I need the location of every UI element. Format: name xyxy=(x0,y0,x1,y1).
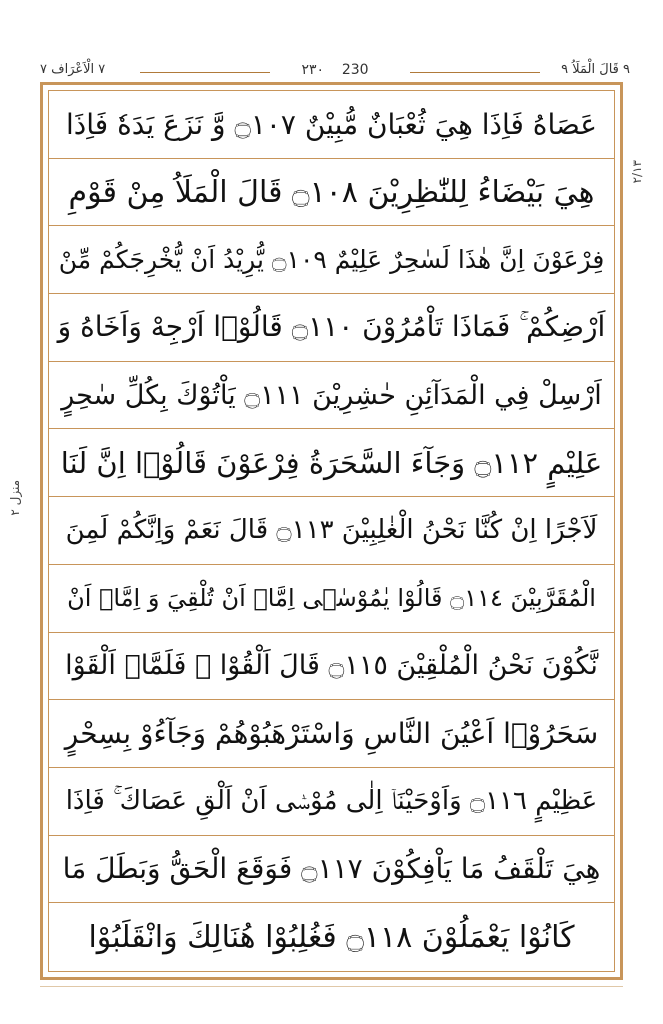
verse-line-text: عَصَاهُ فَاِذَا هِيَ ثُعْبَانٌ مُّبِيْنٌ ۝١٠٧ وَّ نَزَعَ يَدَهٗ فَاِذَا xyxy=(66,107,597,141)
verse-line xyxy=(49,633,614,701)
verse-line-text: الْمُقَرَّبِيْنَ ۝١١٤ قَالُوْا يٰمُوْسٰۤى اِمَّاۤ اَنْ تُلْقِيَ وَ اِمَّاۤ اَنْ xyxy=(67,584,596,613)
verse-line-text: فِرْعَوْنَ اِنَّ هٰذَا لَسٰحِرٌ عَلِيْمٌ ۝١٠٩ يُّرِيْدُ اَنْ يُّخْرِجَكُمْ مِّنْ xyxy=(58,245,605,275)
verse-line xyxy=(49,226,614,294)
text-frame xyxy=(48,90,615,972)
footer-rule xyxy=(40,986,623,987)
page-number-latin: 230 xyxy=(341,62,369,78)
verse-line-text: نَّكُوْنَ نَحْنُ الْمُلْقِيْنَ ۝١١٥ قَالَ اَلْقُوْا ۚ فَلَمَّاۤ اَلْقَوْا xyxy=(65,650,598,682)
verse-line-text: سَحَرُوْۤا اَعْيُنَ النَّاسِ وَاسْتَرْهَبُوْهُمْ وَجَآءُوْ بِسِحْرٍ xyxy=(64,717,599,751)
verse-line xyxy=(49,294,614,362)
margin-manzil-note: منزل ٢ xyxy=(8,480,22,516)
verse-line xyxy=(49,362,614,430)
verse-line-text: هِيَ بَيْضَاءُ لِلنّٰظِرِيْنَ ۝١٠٨ قَالَ الْمَلَاُ مِنْ قَوْمِ xyxy=(68,174,595,210)
verse-line-text: لَاَجْرًا اِنْ كُنَّا نَحْنُ الْغٰلِبِيْنَ ۝١١٣ قَالَ نَعَمْ وَاِنَّكُمْ لَمِنَ xyxy=(65,515,598,546)
header-rule-right xyxy=(410,72,540,73)
page-number-arabic: ٢٣٠ xyxy=(301,62,325,78)
page-frame xyxy=(40,82,623,980)
verse-line-text: هِيَ تَلْقَفُ مَا يَاْفِكُوْنَ ۝١١٧ فَوَقَعَ الْحَقُّ وَبَطَلَ مَا xyxy=(62,852,601,886)
page-number xyxy=(301,62,368,78)
verse-line xyxy=(49,429,614,497)
page-header xyxy=(40,60,630,82)
verse-line-text: كَانُوْا يَعْمَلُوْنَ ۝١١٨ فَغُلِبُوْا هُنَالِكَ وَانْقَلَبُوْا xyxy=(88,919,575,955)
verse-line xyxy=(49,159,614,227)
verse-line xyxy=(49,497,614,565)
verse-line-text: اَرْسِلْ فِي الْمَدَآئِنِ حٰشِرِيْنَ ۝١١١ يَاْتُوْكَ بِكُلِّ سٰحِرٍ xyxy=(61,379,602,411)
surah-title: ٧ الْاَعْرَاف ٧ xyxy=(40,62,106,77)
margin-ruku-note: ٢/١٣ xyxy=(630,160,644,184)
header-rule-left xyxy=(140,72,270,73)
verse-line xyxy=(49,903,614,971)
verse-line xyxy=(49,700,614,768)
verse-line-text: اَرْضِكُمْ ۚ فَمَاذَا تَاْمُرُوْنَ ۝١١٠ قَالُوْۤا اَرْجِهْ وَاَخَاهُ وَ xyxy=(57,310,606,344)
verse-line xyxy=(49,768,614,836)
verse-line xyxy=(49,565,614,633)
verse-line xyxy=(49,91,614,159)
verse-line-text: عَلِيْمٍ ۝١١٢ وَجَآءَ السَّحَرَةُ فِرْعَوْنَ قَالُوْۤا اِنَّ لَنَا xyxy=(60,445,603,480)
verse-line xyxy=(49,836,614,904)
verse-line-text: عَظِيْمٍ ۝١١٦ وَاَوْحَيْنَاۤ اِلٰى مُوْسٰۤى اَنْ اَلْقِ عَصَاكَ ۚ فَاِذَا xyxy=(65,785,598,816)
surah-juz-title: ٩ قَالَ الْمَلَاُ ٩ xyxy=(561,62,630,77)
